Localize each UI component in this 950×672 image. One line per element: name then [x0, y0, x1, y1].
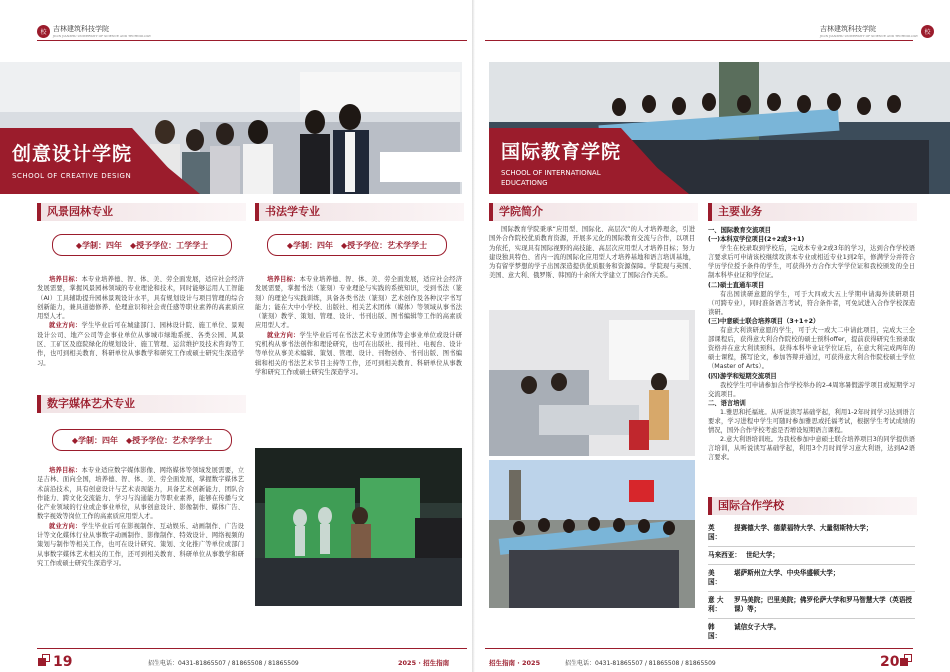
divider — [708, 618, 915, 619]
degree: ◆授予学位：工学学士 — [130, 240, 209, 250]
section-heading-business: 主要业务 — [708, 203, 917, 221]
banner-title: 国际教育学院 — [501, 141, 622, 163]
guide-label: 招生指南 · 2025 — [489, 659, 541, 667]
coop-row: 英 国： 提赛德大学、德蒙福特大学、大量彻斯特大学； — [708, 524, 873, 541]
top-rule — [37, 40, 467, 41]
left-footer — [0, 644, 475, 672]
divider — [708, 546, 915, 547]
green-screen-studio-image — [255, 448, 462, 606]
duration: ◆学制：四年 — [286, 240, 333, 250]
calligraphy-text: 培养目标：本专业培养德、智、体、美、劳全面发展，适应社会经济发展需要，掌握书法（篆刻）专业理论与实践的系统知识，受到书法（篆刻）的理论与实践训练，具备各类书法（篆刻）艺术创作及各种汉字书写能力；能在大中小学校、出版社、相关艺术团体（媒体）等领域从事书法（篆刻）教学、策划、管理、设计、书刊出版、图书编辑等工作的高素质应用型人才。 就业方向：学生毕业后可在书法艺术专业团体等企事业单位或设计研究机构从事书法创作和理论研究，也可在出版社、报刊社、电视台、设计等单位从事美术编辑、策划、管理、设计、刊物创办、书刊出版、图书编辑和相关的书法艺术节目主持等工作，还可到相关教育、科研单位从事教学和研究工作或硕士研究生深造学习。 — [255, 276, 463, 376]
divider — [708, 564, 915, 565]
calligraphy-info-pill — [267, 234, 447, 256]
logo-text: 吉林建筑科技学院 — [820, 25, 876, 33]
logo-text: 吉林建筑科技学院 — [53, 25, 109, 33]
footer-rule — [37, 648, 467, 649]
coop-list — [708, 524, 915, 645]
square-deco-icon — [900, 654, 912, 666]
page-number: 19 — [53, 654, 73, 670]
digital-media-text: 培养目标：本专业适应数字媒体影像、网络媒体等领域发展需要，立足吉林、面向全国，培养德、智、体、美、劳全面发展，掌握数字媒体艺术前沿技术，具有创意设计与艺术表现能力，具备艺术创新能力、团队合作能力、跨文化交流能力、学习与沟通能力等职业素养，能够在传播与文化产业领域的行业或企事业单位，从事创意设计、影像制作、媒体广告、数字视效等岗位工作的高素质应用型人才。 就业方向：学生毕业后可在影视制作、互动娱乐、动画制作、广告设计等文化媒体行业从事数字动画制作、影像制作、特效设计、网络视频的策划与制作等相关工作，也可在设计研究、策划、文化推广等单位或部门从事数字媒体艺术相关的工作，还可到相关教育、科研单位从事教学和研究工作或硕士研究生深造学习。 — [37, 467, 245, 567]
section-heading-landscape: 风景园林专业 — [37, 203, 246, 221]
creative-design-photo — [0, 62, 462, 194]
business-text: 一、国际教育交流项目 (一)本科双学位项目(2+2或3+1) 学生在校录取到学校后，完成本专业2或3年的学习，达到合作学校语言要求后可申请该校继续攻读本专业或相近专业1到2年，修满学分并符合学历学位授予条件的学生，可获得外方合作大学学位证和我校颁发的全日制本科毕业证和学位证。 (二)硕士直通车项目 有出国读研意愿的学生，可于大四或大五上学期申请海外读研项目（可跨专业），同时准备语言考试，符合条件者，可免试进入合作学校深造读研。 (三)中意硕士联合培养项目（3+1+2） 有意大利读研意愿的学生，可于大一或大二申请此项目，完成大三全部课程后，获得意大利合作院校的硕士预科offer，提前获得研究生预录取资格并在意大利读预科。获得本科毕业证学位证后，在意大利完成两年的硕士课程，撰写论文，参加答辩并通过，可获得意大利合作院校硕士学位（Master of Arts）。 (四)游学和短期交流项目 我校学生可申请参加合作学校举办的2-4周寒暑假游学项目或短期学习交流项目。 二、语言培训 1.雅思和托福班。从听说读写基础学起，利用1-2年时间学习达到语言要求，学习进程中学生可随时参加雅思或托福考试，根据学生考试成绩的情况，国外合作学校考虑是否增设短期语言课程。 2.意大利语培训班。为我校参加中意硕士联合培养项目3的同学提供语言培训，从听说读写基础学起，利用3个月时间学习意大利语，达到A2语言要求。 — [708, 227, 915, 462]
divider — [708, 591, 915, 592]
footer-rule — [485, 648, 913, 649]
degree: ◆授予学位：艺术学学士 — [126, 435, 213, 445]
section-heading-calligraphy: 书法学专业 — [255, 203, 464, 221]
coop-row: 马来西亚： 世纪大学； — [708, 551, 779, 559]
logo-sub: JILIN JIANZHU UNIVERSITY OF SCIENCE AND TECHNOLOGY — [53, 34, 152, 38]
guide-label: 2025 · 招生指南 — [398, 659, 450, 667]
classroom-image — [489, 310, 695, 456]
school-seal-icon: 校 — [921, 25, 934, 38]
intro-text: 国际教育学院秉承“应用型、国际化、高层次”的人才培养理念，引进国外合作院校优质教育资源，开展多元化的国际教育交流与合作，以项目为依托，实现具有国际视野的高技能、高层次应用型人才培养目标；努力建设独具特色、省内一流的国际化应用型人才培养基地和语言培训基地，为有留学梦想的学子出国深造提供优质服务和资源保障。学院现与英国、美国、意大利、俄罗斯、韩国的十余所大学建立了国际合作关系。 — [489, 226, 695, 280]
travel-group-image — [489, 460, 695, 608]
landscape-text: 培养目标：本专业培养德、智、体、美、劳全面发展，适应社会经济发展需要，掌握风景园林领域的专业理论和技术，同时能够运用人工智能（AI）工具辅助提升园林景观设计水平，具有规划设计与项目管理的综合创新能力，兼具道德修养、伦理意识和社会责任感等职业素养的高素质应用型人才。 就业方向：学生毕业后可在城建部门、园林设计院、施工单位、景观设计公司、地产公司等企事业单位从事城市绿地系统、各类公园、风景区、工矿区及庭院绿化的规划设计、施工管理、运营维护及技术咨询等工作，也可到相关教育、科研单位从事教学和研究工作或硕士研究生深造学习。 — [37, 276, 245, 367]
top-rule — [485, 40, 913, 41]
right-footer — [475, 644, 950, 672]
admission-phone: 招生电话：0431-81865507 / 81865508 / 81865509 — [148, 660, 299, 667]
logo-sub: JILIN JIANZHU UNIVERSITY OF SCIENCE AND TECHNOLOGY — [820, 34, 919, 38]
banner-subtitle: SCHOOL OF CREATIVE DESIGN — [12, 172, 132, 180]
section-heading-intro: 学院简介 — [489, 203, 698, 221]
section-heading-coop: 国际合作学校 — [708, 497, 917, 515]
coop-row: 意 大 利： 罗马美院；巴里美院；佛罗伦萨大学和罗马智慧大学（英语授课）等； — [708, 596, 913, 613]
digital-media-info-pill — [52, 429, 232, 451]
coop-row: 美 国： 堪萨斯州立大学、中央华盛顿大学； — [708, 569, 840, 586]
admission-phone: 招生电话：0431-81865507 / 81865508 / 81865509 — [565, 660, 716, 667]
right-logo — [820, 24, 934, 38]
page-number: 20 — [880, 654, 900, 670]
square-deco-icon — [38, 654, 50, 666]
duration: ◆学制：四年 — [75, 240, 122, 250]
banner-title: 创意设计学院 — [12, 143, 133, 165]
international-photo — [489, 62, 950, 194]
degree: ◆授予学位：艺术学学士 — [341, 240, 428, 250]
school-seal-icon: 校 — [37, 25, 50, 38]
banner-subtitle: SCHOOL OF INTERNATIONAL EDUCATIONG — [501, 169, 601, 187]
section-heading-digital-media: 数字媒体艺术专业 — [37, 395, 246, 413]
left-logo — [37, 24, 151, 38]
duration: ◆学制：四年 — [71, 435, 118, 445]
coop-row: 韩 国： 诚信女子大学。 — [708, 623, 781, 640]
landscape-info-pill — [52, 234, 232, 256]
right-page — [475, 0, 950, 672]
